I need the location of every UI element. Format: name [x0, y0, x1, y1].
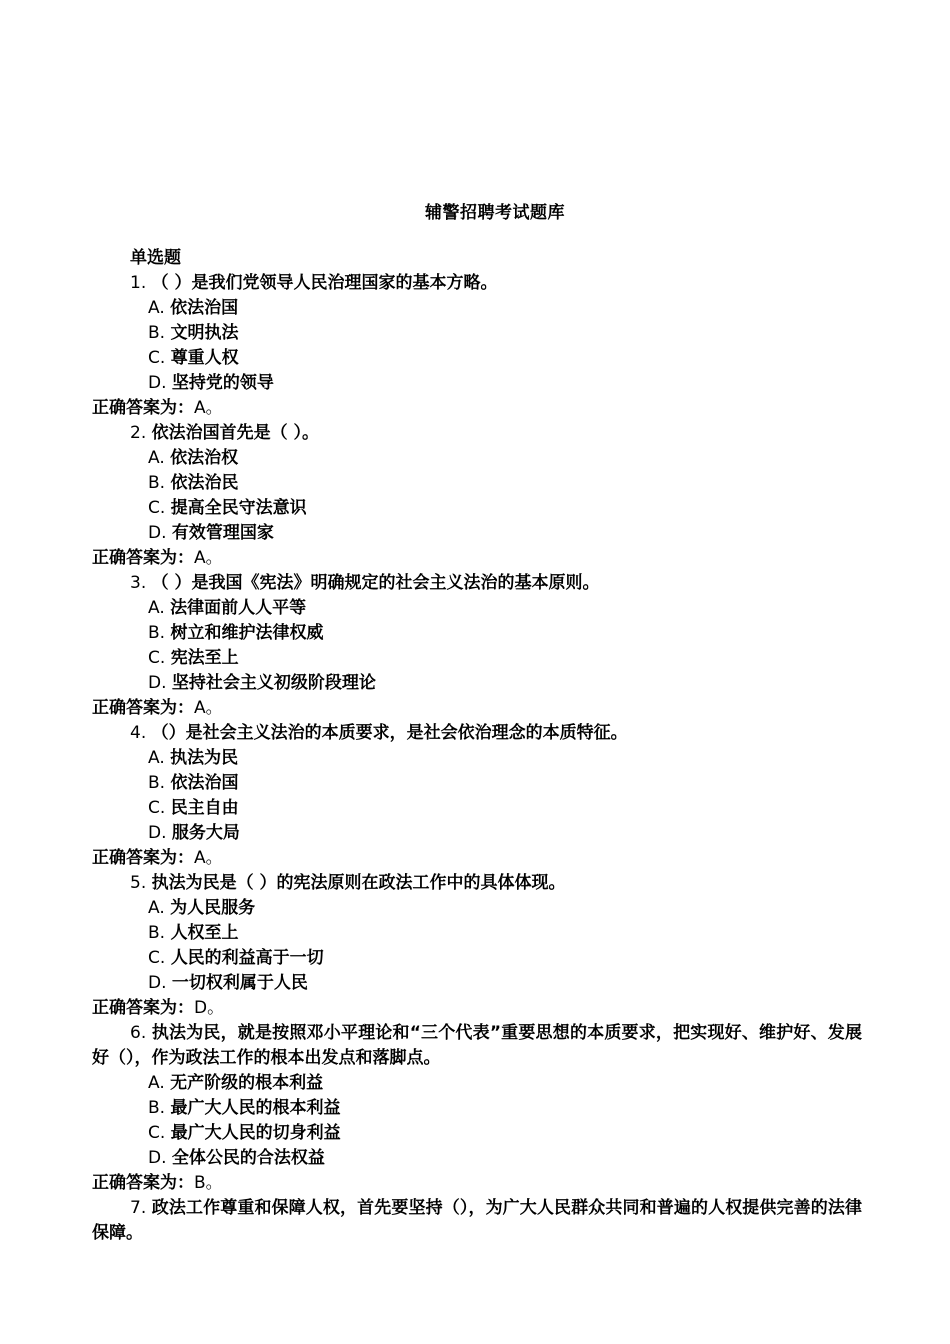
option-a: A. 为人民服务 [148, 898, 256, 918]
option-a: A. 执法为民 [148, 748, 239, 768]
option-d: D. 一切权利属于人民 [148, 973, 308, 993]
answer-line: 正确答案为：A。 [92, 848, 223, 868]
answer-line: 正确答案为：D。 [92, 998, 225, 1018]
question-3 [92, 571, 862, 596]
question-number: 6. [130, 1023, 152, 1043]
question-5 [92, 871, 862, 896]
question-text: 依法治国首先是（ ）。 [151, 423, 320, 443]
option-b: B. 文明执法 [148, 323, 239, 343]
option-d: D. 坚持社会主义初级阶段理论 [148, 673, 376, 693]
question-1 [92, 271, 862, 296]
question-number: 3. [130, 573, 152, 593]
question-2 [92, 421, 862, 446]
answer-line: 正确答案为：A。 [92, 398, 223, 418]
option-b: B. 树立和维护法律权威 [148, 623, 324, 643]
option-b: B. 人权至上 [148, 923, 239, 943]
question-number: 4. [130, 723, 152, 743]
question-text: （）是社会主义法治的本质要求，是社会依治理念的本质特征。 [151, 723, 628, 743]
document-title: 辅警招聘考试题库 [425, 203, 565, 223]
section-heading: 单选题 [130, 248, 181, 268]
option-d: D. 服务大局 [148, 823, 240, 843]
option-c: C. 提高全民守法意识 [148, 498, 307, 518]
option-c: C. 宪法至上 [148, 648, 239, 668]
answer-line: 正确答案为：B。 [92, 1173, 223, 1193]
question-number: 5. [130, 873, 152, 893]
question-number: 1. [130, 273, 152, 293]
option-b: B. 最广大人民的根本利益 [148, 1098, 341, 1118]
option-d: D. 全体公民的合法权益 [148, 1148, 325, 1168]
option-c: C. 人民的利益高于一切 [148, 948, 324, 968]
question-text: 执法为民是（ ）的宪法原则在政法工作中的具体体现。 [151, 873, 566, 893]
option-d: D. 有效管理国家 [148, 523, 274, 543]
question-6 [92, 1021, 862, 1071]
option-c: C. 尊重人权 [148, 348, 239, 368]
question-text: （ ）是我国《宪法》明确规定的社会主义法治的基本原则。 [151, 573, 600, 593]
question-text: （ ）是我们党领导人民治理国家的基本方略。 [151, 273, 498, 293]
question-list [92, 246, 862, 1246]
answer-line: 正确答案为：A。 [92, 698, 223, 718]
question-number: 2. [130, 423, 152, 443]
option-c: C. 民主自由 [148, 798, 239, 818]
question-text: 政法工作尊重和保障人权，首先要坚持（），为广大人民群众共同和普遍的人权提供完善的法律保障。 [92, 1198, 863, 1243]
option-a: A. 法律面前人人平等 [148, 598, 307, 618]
answer-line: 正确答案为：A。 [92, 548, 223, 568]
question-7 [92, 1196, 862, 1246]
question-number: 7. [130, 1198, 152, 1218]
question-4 [92, 721, 862, 746]
option-c: C. 最广大人民的切身利益 [148, 1123, 341, 1143]
option-b: B. 依法治国 [148, 773, 239, 793]
option-a: A. 无产阶级的根本利益 [148, 1073, 324, 1093]
option-a: A. 依法治权 [148, 448, 239, 468]
question-text: 执法为民，就是按照邓小平理论和“三个代表”重要思想的本质要求，把实现好、维护好、发展好（），作为政法工作的根本出发点和落脚点。 [92, 1023, 862, 1068]
option-b: B. 依法治民 [148, 473, 239, 493]
option-d: D. 坚持党的领导 [148, 373, 274, 393]
option-a: A. 依法治国 [148, 298, 239, 318]
